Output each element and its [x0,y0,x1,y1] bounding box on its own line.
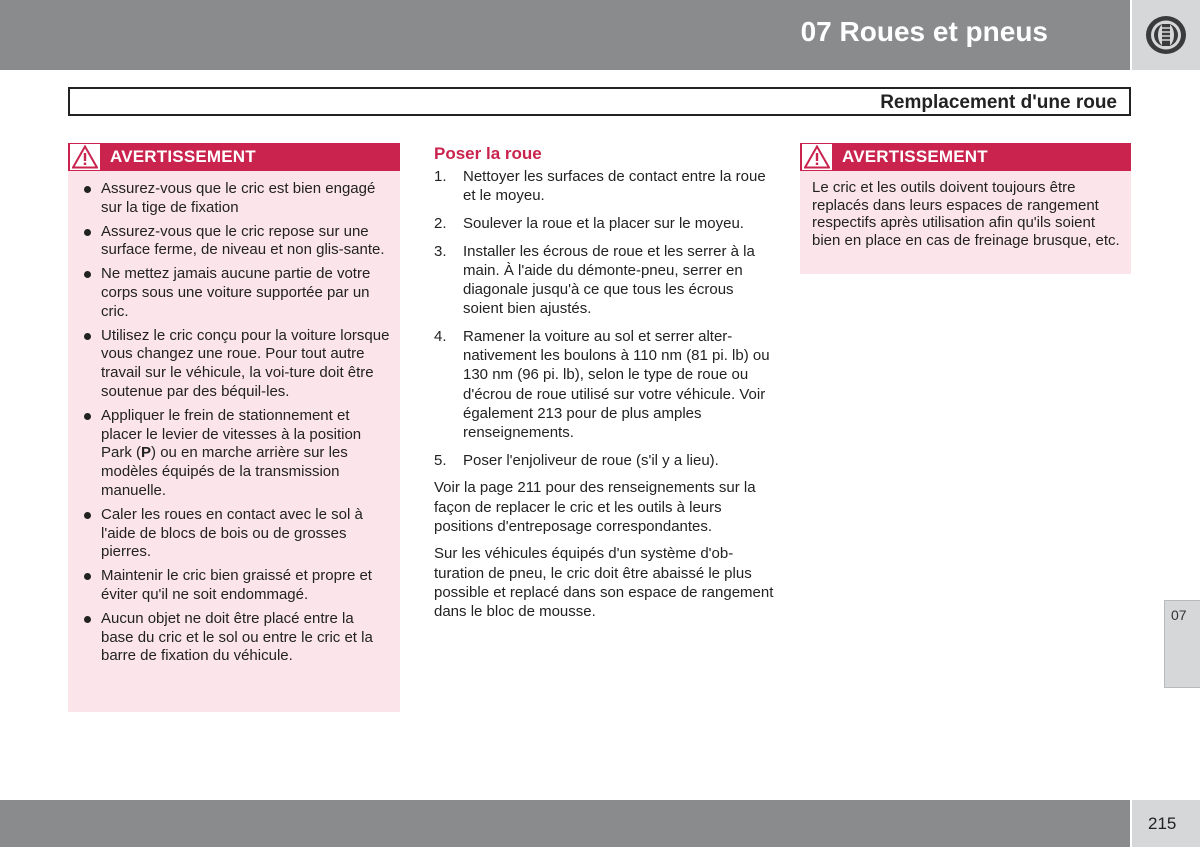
list-item [82,407,390,501]
tire-icon [1144,14,1188,56]
step-item [434,214,774,233]
chapter-title: 07 Roues et pneus [800,16,1048,47]
footer-bar [0,800,1130,847]
chapter-side-tab [1164,600,1200,688]
step-text: Nettoyer les surfaces de contact entre la roue et le moyeu. [463,168,766,205]
list-item: Maintenir le cric bien graissé et propre et éviter qu'il ne soit endommagé. [82,567,390,605]
warning-header [800,143,1131,171]
list-item: Assurez-vous que le cric est bien engagé sur la tige de fixation [82,180,390,218]
chapter-tab-label: 07 [1171,607,1187,623]
middle-column [434,143,774,630]
warning-title: AVERTISSEMENT [110,147,256,166]
list-item: Assurez-vous que le cric repose sur une surface ferme, de niveau et non glis-sante. [82,223,390,261]
list-item: Ne mettez jamais aucune partie de votre corps sous une voiture supportée par un cric. [82,265,390,321]
warning-box-right [800,143,1131,274]
step-number: 3. [434,242,447,260]
paragraph: Voir la page 211 pour des renseignements sur la façon de replacer le cric et les outils à leurs positions d'entreposage correspondantes. [434,479,756,535]
warning-triangle-icon [70,144,100,170]
procedure-heading: Poser la roue [434,144,542,163]
step-item [434,327,774,442]
warning-triangle-icon [802,144,832,170]
step-text: Ramener la voiture au sol et serrer alter-nativement les boulons à 110 nm (81 pi. lb) ou 130 nm (96 pi. lb), selon le type de roue ou d'écrou de roue utilisé sur votre véhicule. Voir également 213 pour de plus amples renseignements. [463,327,770,441]
chapter-icon-box [1132,0,1200,70]
page-number-box [1132,800,1200,847]
step-number: 5. [434,451,447,469]
list-item: Caler les roues en contact avec le sol à l'aide de blocs de bois ou de grosses pierres. [82,506,390,562]
step-number: 2. [434,214,447,232]
warning-list [68,171,400,666]
section-title: Remplacement d'une roue [880,92,1117,113]
page-number: 215 [1148,814,1177,833]
paragraph: Sur les véhicules équipés d'un système d'ob-turation de pneu, le cric doit être abaissé le plus possible et replacé dans son espace de rangement dans le bloc de mousse. [434,545,774,621]
list-item-text: Appliquer le frein de stationnement et placer le levier de vitesses à la position Park ( [101,406,362,462]
procedure-steps [434,167,774,470]
header-bar [0,0,1130,70]
warning-box-left [68,143,400,712]
park-letter: P [141,444,152,462]
list-item: Aucun objet ne doit être placé entre la base du cric et le sol ou entre le cric et la barre de fixation du véhicule. [82,610,390,666]
step-item [434,451,774,470]
step-text: Installer les écrous de roue et les serrer à la main. À l'aide du démonte-pneu, serrer en diagonale jusqu'à ce que tous les écrous soient bien ajustés. [463,242,755,318]
list-item-text: ) ou en marche arrière sur les modèles équipés de la transmission manuelle. [101,444,348,499]
step-text: Soulever la roue et la placer sur le moyeu. [463,214,744,232]
step-item [434,242,774,319]
step-item [434,167,774,205]
warning-title: AVERTISSEMENT [842,147,988,166]
step-number: 4. [434,327,447,345]
step-text: Poser l'enjoliveur de roue (s'il y a lieu). [463,451,719,469]
list-item: Utilisez le cric conçu pour la voiture lorsque vous changez une roue. Pour tout autre travail sur le véhicule, la voi-ture doit être soutenue par des béquil-les. [82,327,390,402]
warning-text: Le cric et les outils doivent toujours être replacés dans leurs espaces de rangement respectifs après utilisation afin qu'ils soient bien en place en cas de freinage brusque, etc. [812,179,1120,249]
section-title-box [68,87,1131,116]
step-number: 1. [434,168,447,185]
warning-header [68,143,400,171]
